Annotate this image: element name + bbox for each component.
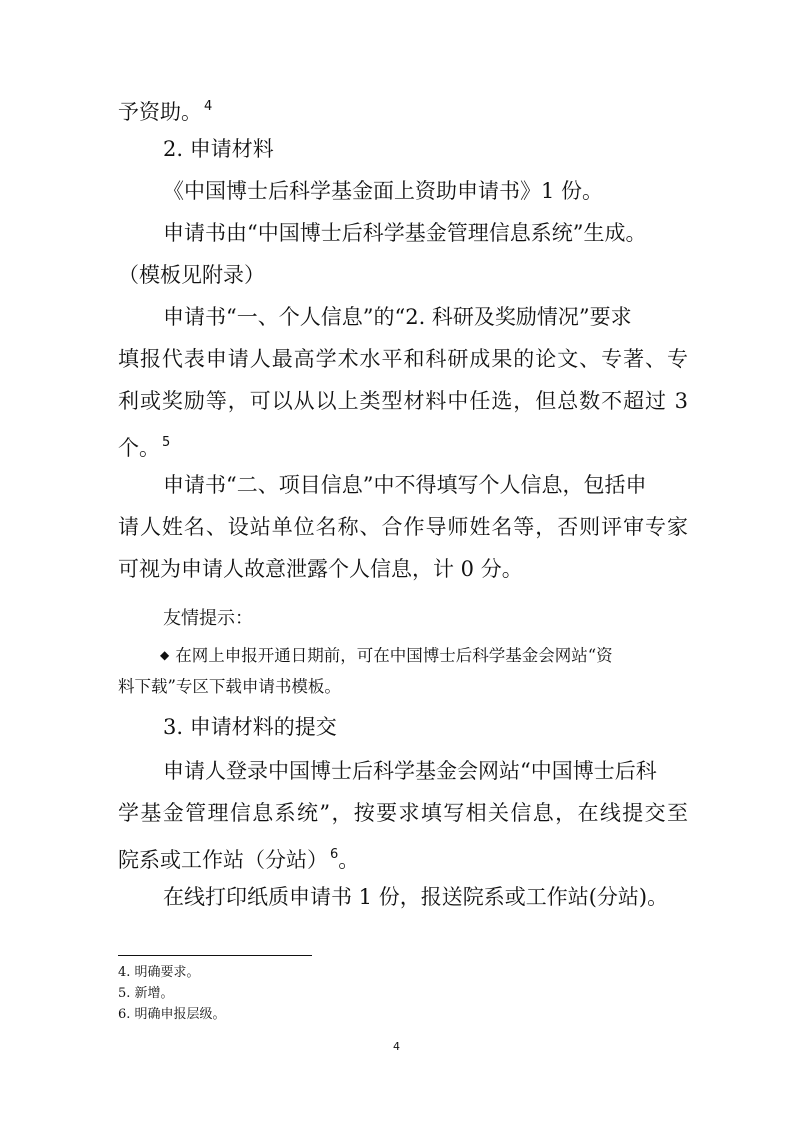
paragraph-line: 申请书“二、项目信息”中不得填写个人信息，包括申 xyxy=(163,473,647,497)
text-line xyxy=(118,94,212,125)
footnote: 4. 明确要求。 xyxy=(118,965,200,980)
paragraph-line: 学基金管理信息系统”，按要求填写相关信息，在线提交至 xyxy=(118,801,688,825)
section-heading: 3. 申请材料的提交 xyxy=(163,715,337,739)
paragraph-line: 在线打印纸质申请书 1 份，报送院系或工作站(分站)。 xyxy=(163,885,669,909)
paragraph-line: 利或奖励等，可以从以上类型材料中任选，但总数不超过 3 xyxy=(118,389,688,413)
footnote-ref[interactable]: 6 xyxy=(330,847,339,862)
text-line xyxy=(118,430,170,461)
paragraph-line: 申请书由“中国博士后科学基金管理信息系统”生成。 xyxy=(163,221,647,245)
text-span: 予资助。 xyxy=(118,100,202,124)
footnote: 6. 明确申报层级。 xyxy=(118,1007,226,1022)
paragraph-line: 请人姓名、设站单位名称、合作导师姓名等，否则评审专家 xyxy=(118,515,688,539)
text-span: 院系或工作站（分站） xyxy=(118,848,328,872)
footnote-ref[interactable]: 5 xyxy=(162,435,171,450)
paragraph-line: 申请人登录中国博士后科学基金会网站“中国博士后科 xyxy=(163,759,657,783)
tip-line: 料下载”专区下载申请书模板。 xyxy=(118,677,341,696)
paragraph-line: （模板见附录） xyxy=(118,263,265,287)
tip-title: 友情提示： xyxy=(163,608,253,629)
text-span: 。 xyxy=(338,848,360,872)
footnote: 5. 新增。 xyxy=(118,986,174,1001)
tip-text: 在网上申报开通日期前，可在中国博士后科学基金会网站“资 xyxy=(175,646,613,665)
footnote-ref[interactable]: 4 xyxy=(204,99,213,114)
diamond-bullet-icon: ◆ xyxy=(160,648,170,662)
section-heading: 2. 申请材料 xyxy=(163,137,274,161)
page-number: 4 xyxy=(393,1040,400,1053)
paragraph-line: 《中国博士后科学基金面上资助申请书》1 份。 xyxy=(163,179,604,203)
tip-line xyxy=(160,645,613,666)
paragraph-line: 填报代表申请人最高学术水平和科研成果的论文、专著、专 xyxy=(118,347,688,371)
footnote-divider xyxy=(118,955,312,956)
paragraph-line: 申请书“一、个人信息”的“2. 科研及奖励情况”要求 xyxy=(163,305,632,329)
text-span: 个。 xyxy=(118,436,160,460)
text-line xyxy=(118,842,359,873)
paragraph-line: 可视为申请人故意泄露个人信息，计 0 分。 xyxy=(118,557,523,581)
